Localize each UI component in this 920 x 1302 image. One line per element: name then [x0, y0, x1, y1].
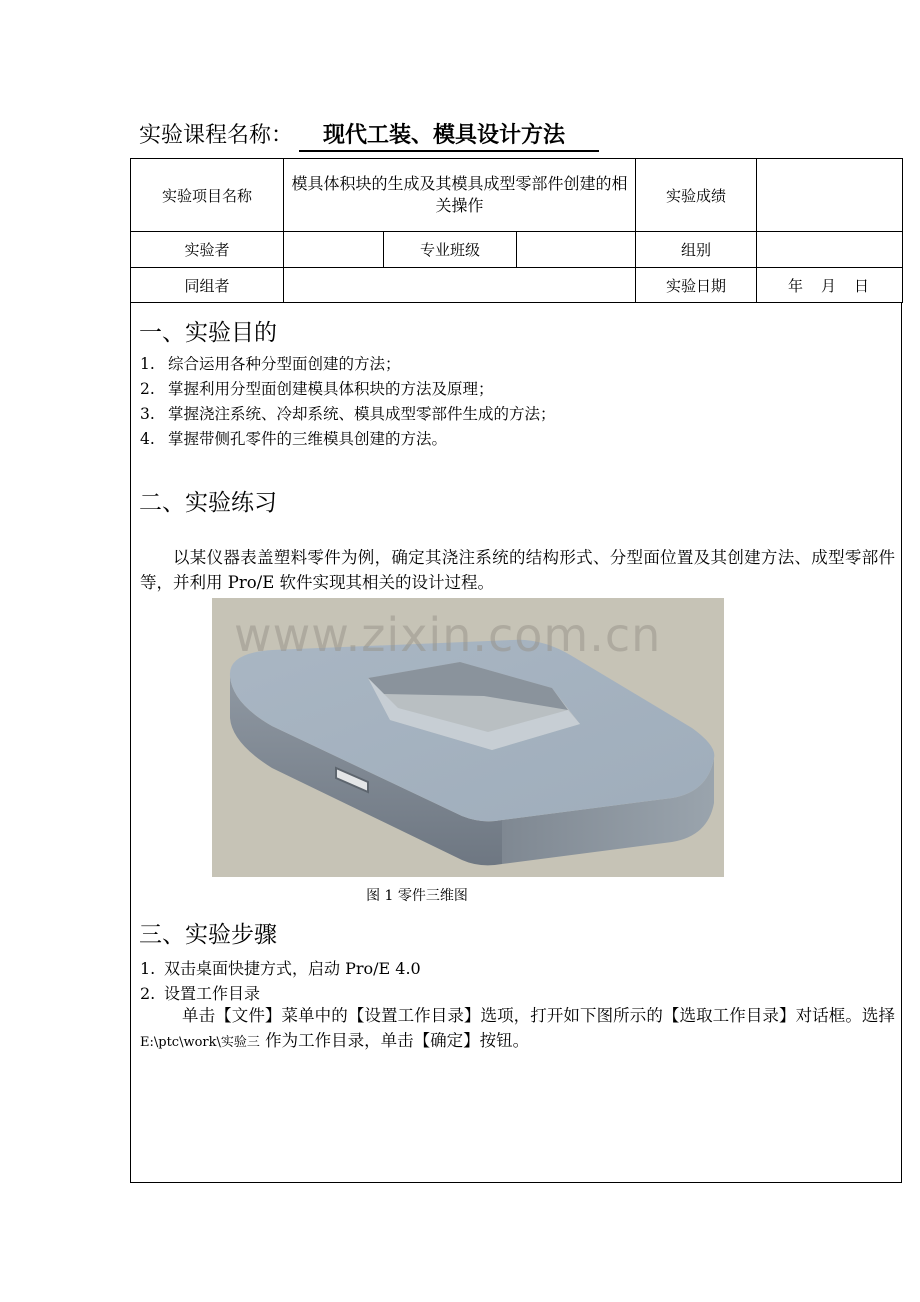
table-row: [131, 268, 903, 303]
group-value: [757, 232, 903, 268]
watermark: www.zixin.com.cn: [234, 608, 662, 662]
date-day: 日: [854, 276, 872, 295]
figure-caption: 图 1 零件三维图: [366, 888, 468, 904]
date-value: [757, 268, 903, 303]
course-label: 实验课程名称：: [139, 123, 294, 148]
partner-value: [284, 268, 636, 303]
list-item: 2. 掌握利用分型面创建模具体积块的方法及原理；: [140, 380, 494, 398]
work-directory-path: E:\ptc\work\实验三: [140, 1035, 260, 1050]
section-practice-title: 二、实验练习: [139, 490, 277, 516]
part-3d-figure: [212, 598, 724, 877]
class-label: 专业班级: [384, 232, 517, 268]
list-item: 2. 设置工作目录: [140, 984, 261, 1003]
score-value: [757, 159, 903, 232]
course-name: 现代工装、模具设计方法: [299, 122, 599, 152]
date-month: 月: [821, 276, 839, 295]
experimenter-value: [284, 232, 384, 268]
step2-paragraph: 单击【文件】菜单中的【设置工作目录】选项，打开如下图所示的【选取工作目录】对话框。选择 E:\ptc\work\实验三 作为工作目录，单击【确定】按钮。: [140, 1006, 895, 1050]
experiment-info-table: [130, 158, 903, 303]
section-objectives-title: 一、实验目的: [139, 320, 277, 346]
project-name-value: 模具体积块的生成及其模具成型零部件创建的相关操作: [284, 159, 636, 232]
date-label: 实验日期: [636, 268, 757, 303]
experimenter-label: 实验者: [131, 232, 284, 268]
score-label: 实验成绩: [636, 159, 757, 232]
course-title-line: [139, 118, 599, 152]
objectives-list: [140, 352, 556, 452]
list-item: 1. 综合运用各种分型面创建的方法；: [140, 355, 401, 373]
project-name-label: 实验项目名称: [131, 159, 284, 232]
list-item: 1. 双击桌面快捷方式，启动 Pro/E 4.0: [140, 959, 421, 978]
date-year: 年: [788, 276, 806, 295]
table-row: [131, 232, 903, 268]
list-item: 3. 掌握浇注系统、冷却系统、模具成型零部件生成的方法；: [140, 405, 556, 423]
class-value: [517, 232, 636, 268]
table-row: [131, 159, 903, 232]
partner-label: 同组者: [131, 268, 284, 303]
list-item: 4. 掌握带侧孔零件的三维模具创建的方法。: [140, 430, 448, 448]
steps-list: [140, 956, 421, 1006]
group-label: 组别: [636, 232, 757, 268]
practice-paragraph: 以某仪器表盖塑料零件为例，确定其浇注系统的结构形式、分型面位置及其创建方法、成型零部件等，并利用 Pro/E 软件实现其相关的设计过程。: [140, 548, 895, 592]
section-steps-title: 三、实验步骤: [139, 922, 277, 948]
